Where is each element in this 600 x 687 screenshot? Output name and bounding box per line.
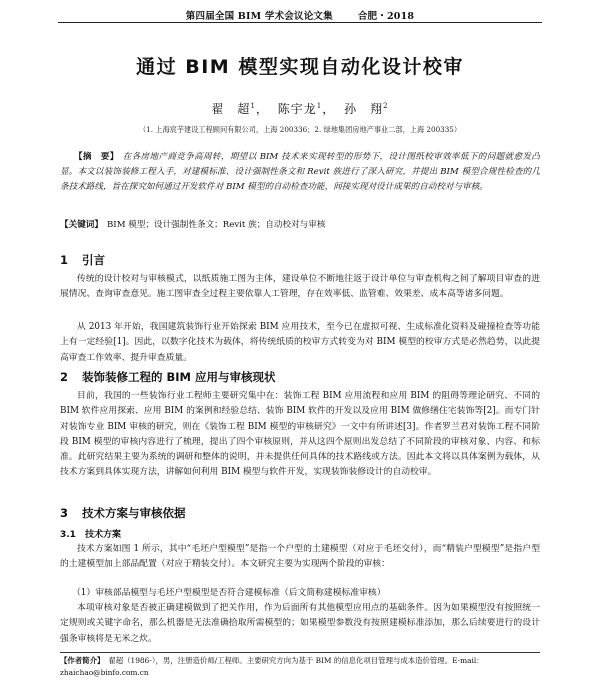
abstract [60,150,540,195]
author-list [0,100,600,117]
journal-name: 第四届全国 BIM 学术会议论文集 [185,11,333,22]
section-heading-status: 2 装饰装修工程的 BIM 应用与审核现状 [60,370,276,384]
keywords-text: BIM 模型；设计强制性条文；Revit 族；自动校对与审核 [106,220,326,230]
paper-title: 通过 BIM 模型实现自动化设计校审 [136,56,464,78]
subsection-heading: 3.1 技术方案 [60,530,121,540]
footnote-text: 翟超（1986-），男，注册造价师/工程师。主要研究方向为基于 BIM 的信息化项目管理与成本造价管理。E-mail：zhaichao@binfo.com.cn [60,656,484,677]
keywords [60,218,540,232]
section-heading-technical: 3 技术方案与审核依据 [60,506,186,520]
author: 孙 翔$^2$ [344,102,389,116]
footnote-rule [60,652,540,653]
paragraph: 从 2013 年开始，我国建筑装饰行业开始探索 BIM 应用技术，至今已在虚拟可视、生成标准化资料及碰撞检查等功能上有一定经验[1]。因此，以数字化技术为载体，将传统纸质的校审方式转变为对 BIM 模型的校审方式是必然趋势，以此提高审查工作效率、提升审查质量。 [60,322,540,363]
list-item: （1）审核部品模型与毛坯户型模型是否符合建模标准（后文简称建模标准审核） [72,588,386,598]
abstract-label: 【摘 要】 [74,152,119,162]
paragraph: 本项审核对象是否被正确建模做到了把关作用，作为后面所有其他模型应用点的基础条件。因为如果模型没有按照统一定规则或关键字命名，那么机器是无法准确拾取所需模型的；如果模型参数没有按照建模标准添加，那么后续要进行的设计强条审核将是无米之炊。 [60,603,540,644]
header-rule [58,22,542,23]
author: 翟 超$^1$， [211,102,269,116]
running-header [60,8,540,26]
section-heading-intro: 1 引言 [60,253,105,267]
paragraph: 技术方案如图 1 所示，其中“毛坯户型模型”是指一个户型的土建模型（对应于毛坯交付），而“精装户型模型”是指户型的土建模型加上部品配置（对应于精装交付）。本文研究主要为实现两个阶段的审核： [60,544,540,570]
conference-location-year: 合肥・2018 [357,11,415,22]
abstract-text: 在各房地产商竞争高周转，期望以 BIM 技术来实现转型的形势下，设计图纸校审效率低下的问题就愈发凸显。本文以装饰装修工程入手，对建模标准、设计强制性条文和 Revit 族进行了深入研究，并提出 BIM 模型合规性检查的几条技术路线，旨在探究如何通过开发软件对 BIM 模型的自动检查功能，间接实现对设计成果的自动校对与审核。 [60,152,540,192]
author-footnote [60,655,540,679]
author: 陈宇龙$^1$， [277,102,336,116]
affiliation: （1. 上海宸芋建设工程顾问有限公司，上海 200336；2. 绿地集团房地产事业二部，上海 200335） [138,125,462,134]
paragraph: 传统的设计校对与审核模式，以纸质施工图为主体，建设单位不断地往返于设计单位与审查机构之间了解项目审查的进展情况、查询审查意见。施工图审查全过程主要依靠人工管理，存在效率低、监管难、效果差、成本高等诸多问题。 [60,274,540,300]
paragraph: 目前，我国的一些装饰行业工程师主要研究集中在：装饰工程 BIM 应用流程和应用 BIM 的阻碍等理论研究、不同的 BIM 软件应用探索、应用 BIM 的案例和经验总结、装饰 BIM 软件的开发以及应用 BIM 做修缮住宅装饰等[2]。而专门针对装饰专业 BIM 审核的研究，则在《装饰工程 BIM 模型的审核研究》一文中有所讲述[3]。作者罗兰君对装饰工程不同阶段 BIM 模型的审核内容进行了梳理，提出了四个审核原则，并从这四个原则出发总结了不同阶段的审核对象、内容、和标准。此研究结果主要为系统的调研和整体的说明，并未提供任何具体的技术路线或方法。因此本文将以具体案例为载体，从技术方案到具体实现方法，讲解如何利用 BIM 模型与软件开发，实现装饰装修设计的自动校审。 [60,391,540,478]
keywords-label: 【关键词】 [60,220,103,230]
footnote-label: 【作者简介】 [60,656,105,665]
